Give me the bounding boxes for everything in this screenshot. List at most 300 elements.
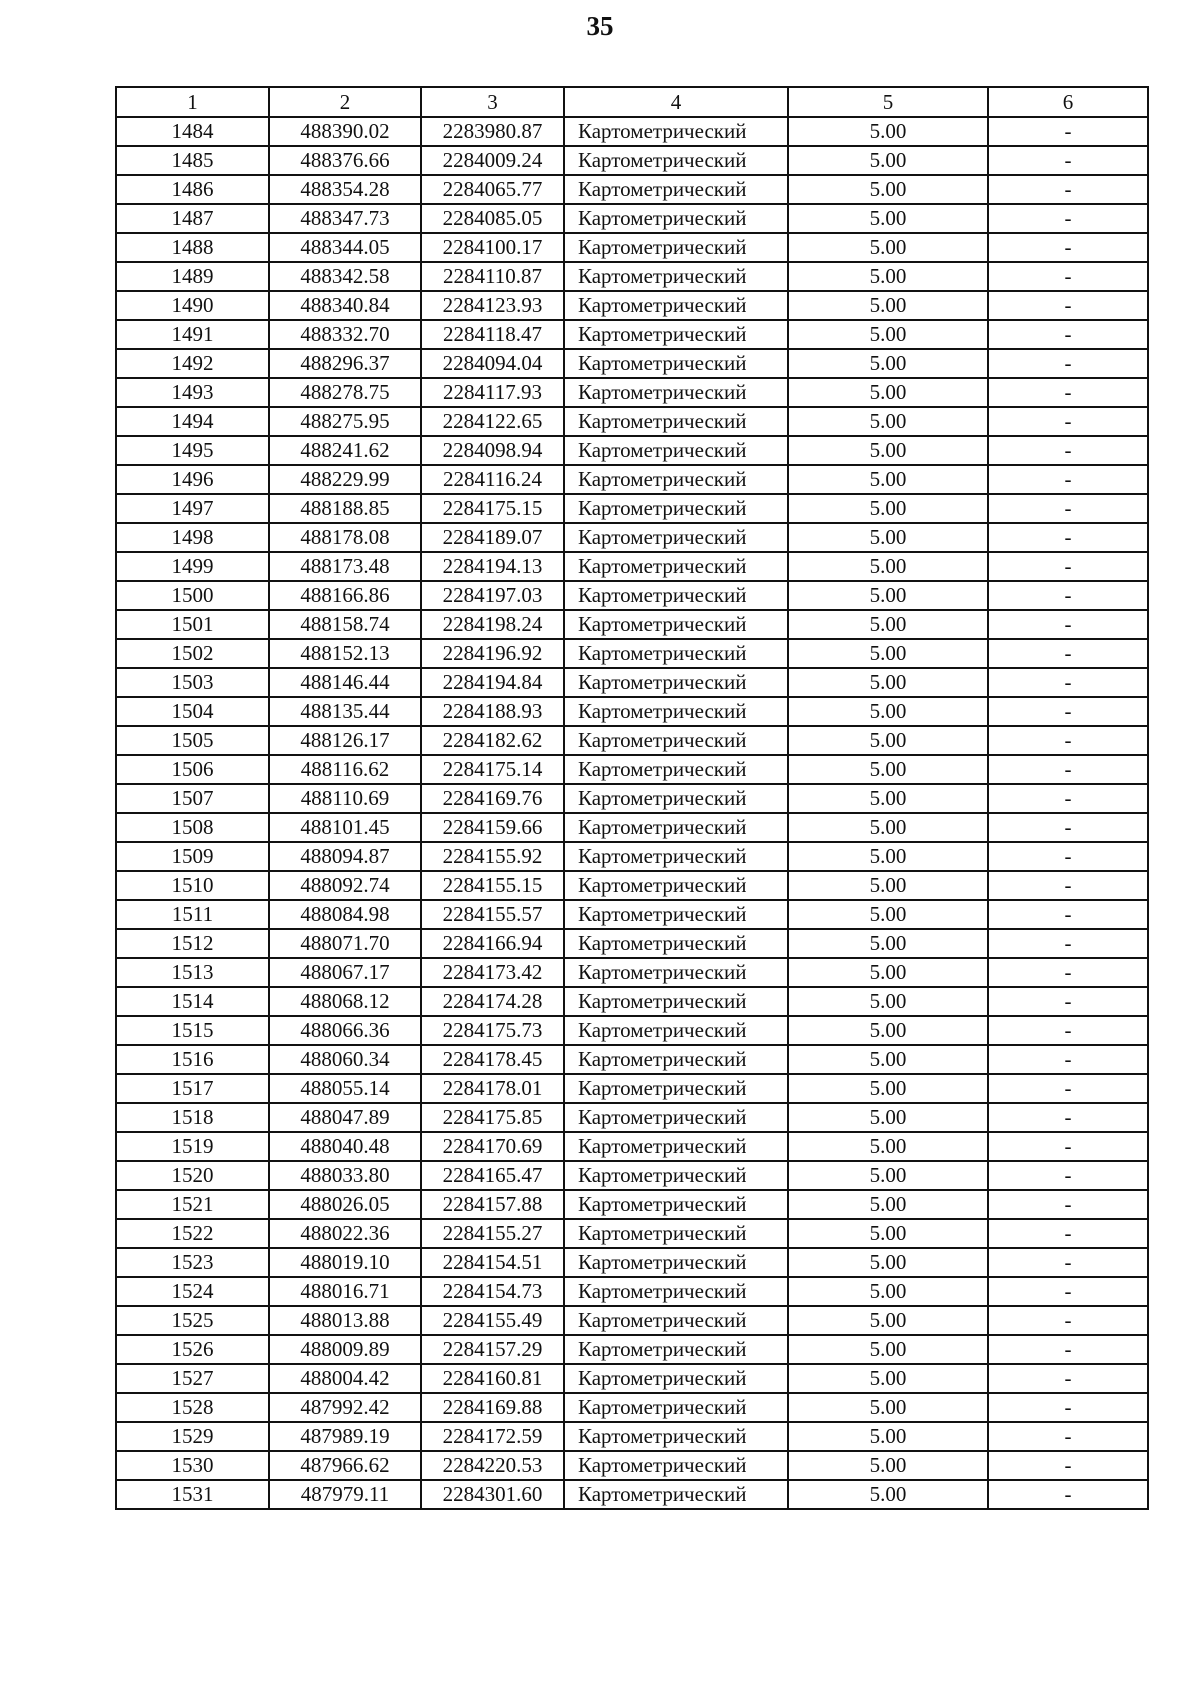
y-coordinate-cell: 2284085.05	[421, 204, 564, 233]
point-number-cell: 1497	[116, 494, 269, 523]
method-cell: Картометрический	[564, 407, 788, 436]
method-cell: Картометрический	[564, 320, 788, 349]
method-cell: Картометрический	[564, 581, 788, 610]
accuracy-cell: 5.00	[788, 1480, 988, 1509]
table-row	[116, 436, 1148, 465]
point-number-cell: 1502	[116, 639, 269, 668]
accuracy-cell: 5.00	[788, 233, 988, 262]
table-row	[116, 1103, 1148, 1132]
method-cell: Картометрический	[564, 1016, 788, 1045]
x-coordinate-cell: 488116.62	[269, 755, 421, 784]
table-row	[116, 1132, 1148, 1161]
method-cell: Картометрический	[564, 1422, 788, 1451]
point-number-cell: 1489	[116, 262, 269, 291]
description-cell: -	[988, 813, 1148, 842]
description-cell: -	[988, 1103, 1148, 1132]
table-row	[116, 1393, 1148, 1422]
table-row	[116, 581, 1148, 610]
x-coordinate-cell: 487989.19	[269, 1422, 421, 1451]
accuracy-cell: 5.00	[788, 552, 988, 581]
description-cell: -	[988, 436, 1148, 465]
y-coordinate-cell: 2284189.07	[421, 523, 564, 552]
description-cell: -	[988, 1393, 1148, 1422]
method-cell: Картометрический	[564, 1190, 788, 1219]
method-cell: Картометрический	[564, 552, 788, 581]
y-coordinate-cell: 2284174.28	[421, 987, 564, 1016]
x-coordinate-cell: 488376.66	[269, 146, 421, 175]
y-coordinate-cell: 2284182.62	[421, 726, 564, 755]
table-row	[116, 349, 1148, 378]
accuracy-cell: 5.00	[788, 1045, 988, 1074]
y-coordinate-cell: 2284155.15	[421, 871, 564, 900]
accuracy-cell: 5.00	[788, 610, 988, 639]
y-coordinate-cell: 2284159.66	[421, 813, 564, 842]
y-coordinate-cell: 2284178.01	[421, 1074, 564, 1103]
description-cell: -	[988, 1016, 1148, 1045]
description-cell: -	[988, 784, 1148, 813]
accuracy-cell: 5.00	[788, 523, 988, 552]
description-cell: -	[988, 1306, 1148, 1335]
accuracy-cell: 5.00	[788, 726, 988, 755]
accuracy-cell: 5.00	[788, 494, 988, 523]
point-number-cell: 1517	[116, 1074, 269, 1103]
point-number-cell: 1509	[116, 842, 269, 871]
x-coordinate-cell: 488241.62	[269, 436, 421, 465]
method-cell: Картометрический	[564, 958, 788, 987]
table-row	[116, 1045, 1148, 1074]
table-row	[116, 262, 1148, 291]
accuracy-cell: 5.00	[788, 755, 988, 784]
table-row	[116, 117, 1148, 146]
description-cell: -	[988, 117, 1148, 146]
x-coordinate-cell: 488060.34	[269, 1045, 421, 1074]
accuracy-cell: 5.00	[788, 639, 988, 668]
y-coordinate-cell: 2284154.73	[421, 1277, 564, 1306]
description-cell: -	[988, 639, 1148, 668]
accuracy-cell: 5.00	[788, 929, 988, 958]
point-number-cell: 1528	[116, 1393, 269, 1422]
x-coordinate-cell: 488278.75	[269, 378, 421, 407]
point-number-cell: 1486	[116, 175, 269, 204]
description-cell: -	[988, 523, 1148, 552]
point-number-cell: 1510	[116, 871, 269, 900]
description-cell: -	[988, 929, 1148, 958]
accuracy-cell: 5.00	[788, 407, 988, 436]
x-coordinate-cell: 488055.14	[269, 1074, 421, 1103]
y-coordinate-cell: 2284194.13	[421, 552, 564, 581]
table-row	[116, 1190, 1148, 1219]
accuracy-cell: 5.00	[788, 958, 988, 987]
method-cell: Картометрический	[564, 813, 788, 842]
y-coordinate-cell: 2284160.81	[421, 1364, 564, 1393]
method-cell: Картометрический	[564, 755, 788, 784]
method-cell: Картометрический	[564, 1103, 788, 1132]
description-cell: -	[988, 1074, 1148, 1103]
table-row	[116, 552, 1148, 581]
point-number-cell: 1512	[116, 929, 269, 958]
accuracy-cell: 5.00	[788, 581, 988, 610]
table-row	[116, 987, 1148, 1016]
header-cell-2: 2	[269, 87, 421, 117]
x-coordinate-cell: 488033.80	[269, 1161, 421, 1190]
point-number-cell: 1503	[116, 668, 269, 697]
description-cell: -	[988, 407, 1148, 436]
x-coordinate-cell: 488016.71	[269, 1277, 421, 1306]
method-cell: Картометрический	[564, 987, 788, 1016]
accuracy-cell: 5.00	[788, 1219, 988, 1248]
method-cell: Картометрический	[564, 117, 788, 146]
accuracy-cell: 5.00	[788, 1451, 988, 1480]
table-row	[116, 1074, 1148, 1103]
x-coordinate-cell: 488135.44	[269, 697, 421, 726]
accuracy-cell: 5.00	[788, 349, 988, 378]
method-cell: Картометрический	[564, 1451, 788, 1480]
description-cell: -	[988, 204, 1148, 233]
point-number-cell: 1498	[116, 523, 269, 552]
point-number-cell: 1504	[116, 697, 269, 726]
table-row	[116, 204, 1148, 233]
x-coordinate-cell: 488178.08	[269, 523, 421, 552]
point-number-cell: 1499	[116, 552, 269, 581]
point-number-cell: 1518	[116, 1103, 269, 1132]
method-cell: Картометрический	[564, 1393, 788, 1422]
method-cell: Картометрический	[564, 146, 788, 175]
x-coordinate-cell: 488173.48	[269, 552, 421, 581]
accuracy-cell: 5.00	[788, 842, 988, 871]
x-coordinate-cell: 488047.89	[269, 1103, 421, 1132]
method-cell: Картометрический	[564, 494, 788, 523]
method-cell: Картометрический	[564, 204, 788, 233]
y-coordinate-cell: 2284094.04	[421, 349, 564, 378]
description-cell: -	[988, 1335, 1148, 1364]
table-row	[116, 465, 1148, 494]
y-coordinate-cell: 2284110.87	[421, 262, 564, 291]
accuracy-cell: 5.00	[788, 175, 988, 204]
description-cell: -	[988, 755, 1148, 784]
table-row	[116, 1335, 1148, 1364]
method-cell: Картометрический	[564, 349, 788, 378]
accuracy-cell: 5.00	[788, 1161, 988, 1190]
accuracy-cell: 5.00	[788, 117, 988, 146]
y-coordinate-cell: 2284166.94	[421, 929, 564, 958]
method-cell: Картометрический	[564, 1277, 788, 1306]
x-coordinate-cell: 488004.42	[269, 1364, 421, 1393]
x-coordinate-cell: 488275.95	[269, 407, 421, 436]
x-coordinate-cell: 488344.05	[269, 233, 421, 262]
y-coordinate-cell: 2284172.59	[421, 1422, 564, 1451]
y-coordinate-cell: 2284194.84	[421, 668, 564, 697]
table-row	[116, 233, 1148, 262]
point-number-cell: 1491	[116, 320, 269, 349]
method-cell: Картометрический	[564, 262, 788, 291]
description-cell: -	[988, 1161, 1148, 1190]
description-cell: -	[988, 610, 1148, 639]
accuracy-cell: 5.00	[788, 1190, 988, 1219]
method-cell: Картометрический	[564, 291, 788, 320]
x-coordinate-cell: 488067.17	[269, 958, 421, 987]
table-row	[116, 639, 1148, 668]
x-coordinate-cell: 488009.89	[269, 1335, 421, 1364]
description-cell: -	[988, 958, 1148, 987]
method-cell: Картометрический	[564, 842, 788, 871]
point-number-cell: 1492	[116, 349, 269, 378]
point-number-cell: 1487	[116, 204, 269, 233]
accuracy-cell: 5.00	[788, 465, 988, 494]
x-coordinate-cell: 488152.13	[269, 639, 421, 668]
point-number-cell: 1490	[116, 291, 269, 320]
x-coordinate-cell: 488092.74	[269, 871, 421, 900]
method-cell: Картометрический	[564, 1074, 788, 1103]
point-number-cell: 1493	[116, 378, 269, 407]
y-coordinate-cell: 2284065.77	[421, 175, 564, 204]
method-cell: Картометрический	[564, 726, 788, 755]
table-row	[116, 146, 1148, 175]
table-row	[116, 1451, 1148, 1480]
description-cell: -	[988, 175, 1148, 204]
y-coordinate-cell: 2284188.93	[421, 697, 564, 726]
table-row	[116, 407, 1148, 436]
point-number-cell: 1516	[116, 1045, 269, 1074]
header-cell-1: 1	[116, 87, 269, 117]
header-cell-4: 4	[564, 87, 788, 117]
description-cell: -	[988, 1480, 1148, 1509]
y-coordinate-cell: 2284197.03	[421, 581, 564, 610]
y-coordinate-cell: 2284155.92	[421, 842, 564, 871]
y-coordinate-cell: 2284157.88	[421, 1190, 564, 1219]
accuracy-cell: 5.00	[788, 1074, 988, 1103]
point-number-cell: 1496	[116, 465, 269, 494]
table-row	[116, 871, 1148, 900]
x-coordinate-cell: 487992.42	[269, 1393, 421, 1422]
method-cell: Картометрический	[564, 378, 788, 407]
table-body	[116, 87, 1148, 1509]
description-cell: -	[988, 1451, 1148, 1480]
accuracy-cell: 5.00	[788, 1422, 988, 1451]
x-coordinate-cell: 488296.37	[269, 349, 421, 378]
table-row	[116, 1277, 1148, 1306]
y-coordinate-cell: 2284178.45	[421, 1045, 564, 1074]
description-cell: -	[988, 1364, 1148, 1393]
table-row	[116, 291, 1148, 320]
y-coordinate-cell: 2284116.24	[421, 465, 564, 494]
x-coordinate-cell: 488158.74	[269, 610, 421, 639]
method-cell: Картометрический	[564, 1248, 788, 1277]
point-number-cell: 1522	[116, 1219, 269, 1248]
accuracy-cell: 5.00	[788, 1306, 988, 1335]
method-cell: Картометрический	[564, 668, 788, 697]
x-coordinate-cell: 488013.88	[269, 1306, 421, 1335]
x-coordinate-cell: 488229.99	[269, 465, 421, 494]
description-cell: -	[988, 146, 1148, 175]
table-header-row	[116, 87, 1148, 117]
point-number-cell: 1484	[116, 117, 269, 146]
x-coordinate-cell: 488110.69	[269, 784, 421, 813]
method-cell: Картометрический	[564, 1132, 788, 1161]
method-cell: Картометрический	[564, 900, 788, 929]
description-cell: -	[988, 581, 1148, 610]
x-coordinate-cell: 488019.10	[269, 1248, 421, 1277]
y-coordinate-cell: 2284169.76	[421, 784, 564, 813]
x-coordinate-cell: 488166.86	[269, 581, 421, 610]
y-coordinate-cell: 2284175.73	[421, 1016, 564, 1045]
method-cell: Картометрический	[564, 784, 788, 813]
coordinates-table	[115, 86, 1149, 1510]
y-coordinate-cell: 2284170.69	[421, 1132, 564, 1161]
x-coordinate-cell: 488068.12	[269, 987, 421, 1016]
method-cell: Картометрический	[564, 929, 788, 958]
y-coordinate-cell: 2284117.93	[421, 378, 564, 407]
table-row	[116, 1016, 1148, 1045]
description-cell: -	[988, 1248, 1148, 1277]
method-cell: Картометрический	[564, 1364, 788, 1393]
table-row	[116, 813, 1148, 842]
point-number-cell: 1514	[116, 987, 269, 1016]
accuracy-cell: 5.00	[788, 668, 988, 697]
x-coordinate-cell: 488071.70	[269, 929, 421, 958]
point-number-cell: 1513	[116, 958, 269, 987]
point-number-cell: 1530	[116, 1451, 269, 1480]
accuracy-cell: 5.00	[788, 900, 988, 929]
table-row	[116, 697, 1148, 726]
y-coordinate-cell: 2284173.42	[421, 958, 564, 987]
table-row	[116, 320, 1148, 349]
point-number-cell: 1519	[116, 1132, 269, 1161]
y-coordinate-cell: 2284175.85	[421, 1103, 564, 1132]
x-coordinate-cell: 488347.73	[269, 204, 421, 233]
point-number-cell: 1520	[116, 1161, 269, 1190]
y-coordinate-cell: 2284009.24	[421, 146, 564, 175]
description-cell: -	[988, 349, 1148, 378]
description-cell: -	[988, 291, 1148, 320]
page-number: 35	[586, 11, 614, 41]
y-coordinate-cell: 2284123.93	[421, 291, 564, 320]
table-row	[116, 494, 1148, 523]
description-cell: -	[988, 668, 1148, 697]
table-row	[116, 929, 1148, 958]
method-cell: Картометрический	[564, 1219, 788, 1248]
method-cell: Картометрический	[564, 436, 788, 465]
y-coordinate-cell: 2284198.24	[421, 610, 564, 639]
point-number-cell: 1488	[116, 233, 269, 262]
header-cell-6: 6	[988, 87, 1148, 117]
accuracy-cell: 5.00	[788, 1277, 988, 1306]
method-cell: Картометрический	[564, 175, 788, 204]
accuracy-cell: 5.00	[788, 1335, 988, 1364]
y-coordinate-cell: 2284098.94	[421, 436, 564, 465]
table-row	[116, 842, 1148, 871]
table-row	[116, 668, 1148, 697]
method-cell: Картометрический	[564, 1480, 788, 1509]
method-cell: Картометрический	[564, 697, 788, 726]
table-row	[116, 784, 1148, 813]
table-row	[116, 523, 1148, 552]
method-cell: Картометрический	[564, 233, 788, 262]
accuracy-cell: 5.00	[788, 871, 988, 900]
method-cell: Картометрический	[564, 1306, 788, 1335]
point-number-cell: 1526	[116, 1335, 269, 1364]
y-coordinate-cell: 2284196.92	[421, 639, 564, 668]
description-cell: -	[988, 262, 1148, 291]
accuracy-cell: 5.00	[788, 1364, 988, 1393]
point-number-cell: 1500	[116, 581, 269, 610]
point-number-cell: 1531	[116, 1480, 269, 1509]
accuracy-cell: 5.00	[788, 320, 988, 349]
description-cell: -	[988, 697, 1148, 726]
method-cell: Картометрический	[564, 1045, 788, 1074]
table-row	[116, 1364, 1148, 1393]
description-cell: -	[988, 233, 1148, 262]
x-coordinate-cell: 488094.87	[269, 842, 421, 871]
point-number-cell: 1501	[116, 610, 269, 639]
table-row	[116, 1161, 1148, 1190]
table-row	[116, 1422, 1148, 1451]
description-cell: -	[988, 1219, 1148, 1248]
table-row	[116, 726, 1148, 755]
x-coordinate-cell: 488354.28	[269, 175, 421, 204]
point-number-cell: 1508	[116, 813, 269, 842]
table-row	[116, 1306, 1148, 1335]
point-number-cell: 1485	[116, 146, 269, 175]
point-number-cell: 1506	[116, 755, 269, 784]
header-cell-3: 3	[421, 87, 564, 117]
description-cell: -	[988, 465, 1148, 494]
description-cell: -	[988, 1190, 1148, 1219]
method-cell: Картометрический	[564, 1335, 788, 1364]
table-row	[116, 610, 1148, 639]
method-cell: Картометрический	[564, 523, 788, 552]
description-cell: -	[988, 378, 1148, 407]
point-number-cell: 1507	[116, 784, 269, 813]
accuracy-cell: 5.00	[788, 1132, 988, 1161]
point-number-cell: 1521	[116, 1190, 269, 1219]
x-coordinate-cell: 488340.84	[269, 291, 421, 320]
y-coordinate-cell: 2284155.27	[421, 1219, 564, 1248]
description-cell: -	[988, 320, 1148, 349]
accuracy-cell: 5.00	[788, 262, 988, 291]
y-coordinate-cell: 2284122.65	[421, 407, 564, 436]
y-coordinate-cell: 2284301.60	[421, 1480, 564, 1509]
x-coordinate-cell: 488188.85	[269, 494, 421, 523]
method-cell: Картометрический	[564, 639, 788, 668]
table-row	[116, 755, 1148, 784]
y-coordinate-cell: 2284165.47	[421, 1161, 564, 1190]
accuracy-cell: 5.00	[788, 1103, 988, 1132]
point-number-cell: 1515	[116, 1016, 269, 1045]
method-cell: Картометрический	[564, 465, 788, 494]
y-coordinate-cell: 2284155.49	[421, 1306, 564, 1335]
y-coordinate-cell: 2284157.29	[421, 1335, 564, 1364]
accuracy-cell: 5.00	[788, 987, 988, 1016]
y-coordinate-cell: 2284175.14	[421, 755, 564, 784]
table-row	[116, 378, 1148, 407]
y-coordinate-cell: 2284118.47	[421, 320, 564, 349]
header-cell-5: 5	[788, 87, 988, 117]
x-coordinate-cell: 487979.11	[269, 1480, 421, 1509]
table-row	[116, 175, 1148, 204]
accuracy-cell: 5.00	[788, 1016, 988, 1045]
x-coordinate-cell: 488332.70	[269, 320, 421, 349]
method-cell: Картометрический	[564, 1161, 788, 1190]
x-coordinate-cell: 488066.36	[269, 1016, 421, 1045]
description-cell: -	[988, 871, 1148, 900]
x-coordinate-cell: 488390.02	[269, 117, 421, 146]
point-number-cell: 1494	[116, 407, 269, 436]
description-cell: -	[988, 1422, 1148, 1451]
x-coordinate-cell: 488084.98	[269, 900, 421, 929]
x-coordinate-cell: 488126.17	[269, 726, 421, 755]
x-coordinate-cell: 488022.36	[269, 1219, 421, 1248]
description-cell: -	[988, 987, 1148, 1016]
